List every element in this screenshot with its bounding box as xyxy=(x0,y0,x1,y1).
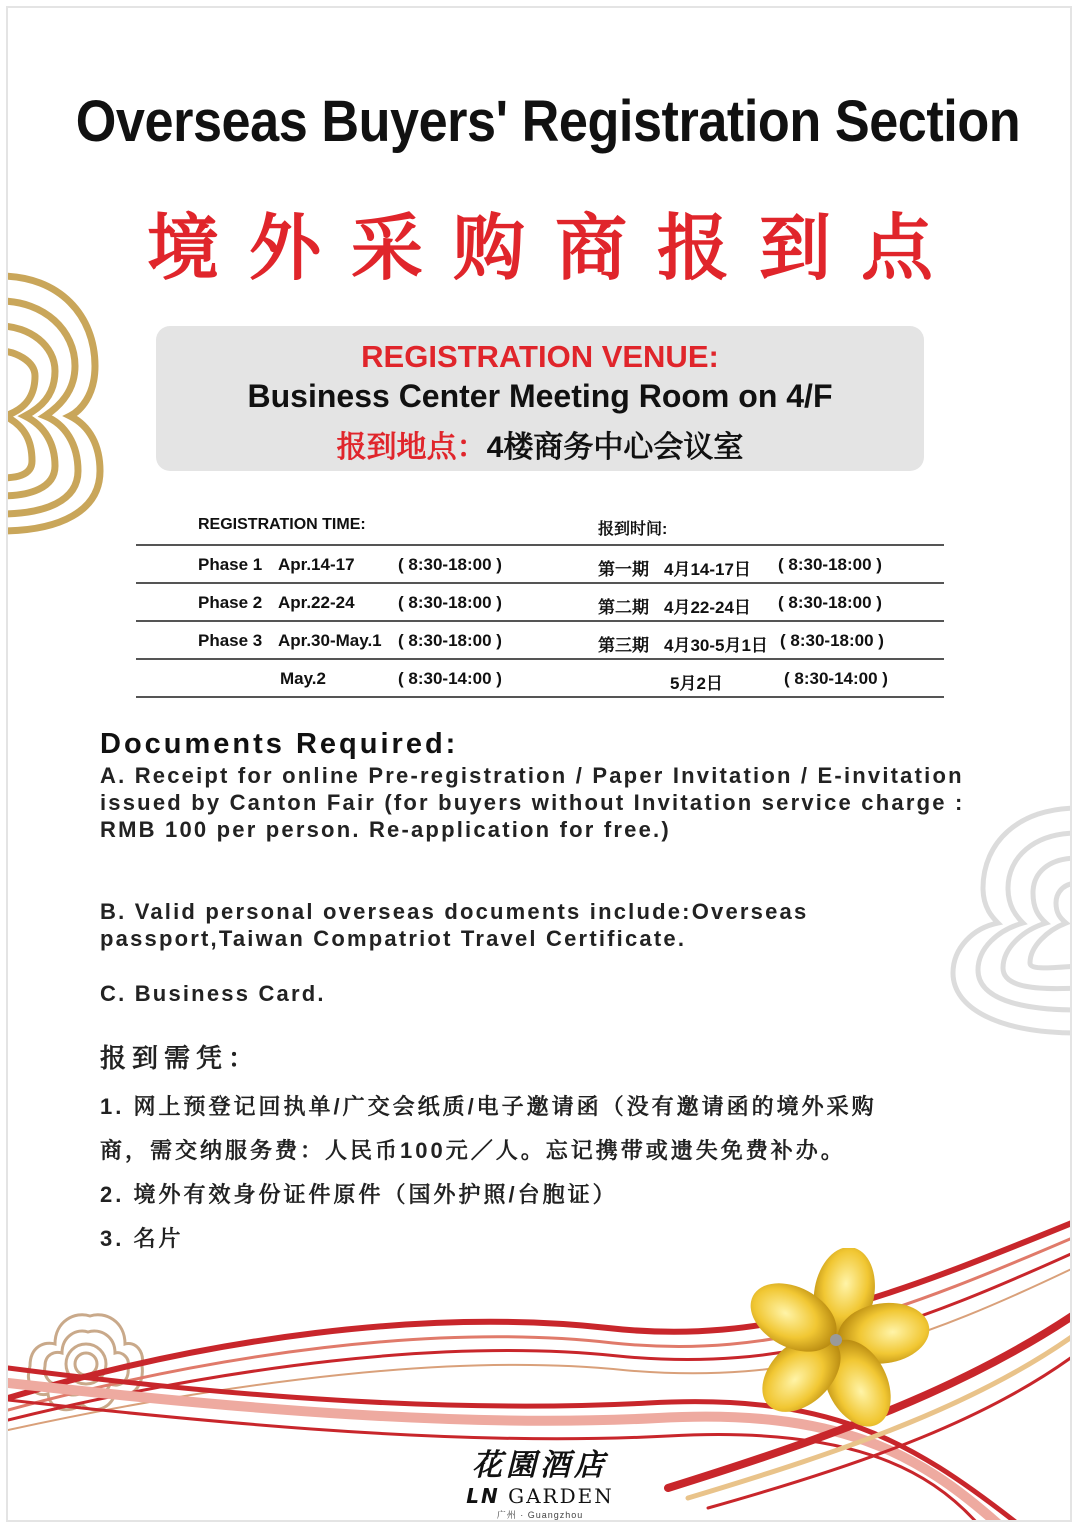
document-item-c: C. Business Card. xyxy=(100,981,326,1006)
time-cell: ( 8:30-18:00 ) xyxy=(398,593,502,612)
documents-title-chinese: 报到需凭： xyxy=(100,1043,261,1073)
schedule-header xyxy=(136,512,944,544)
phase-cell-chinese: 第一期 xyxy=(598,560,649,579)
venue-label-chinese: 报到地点： xyxy=(336,431,487,464)
document-item-b: B. Valid personal overseas documents include:Overseas passport,Taiwan Compatriot Travel Certificate. xyxy=(100,899,809,951)
time-cell: ( 8:30-18:00 ) xyxy=(398,631,502,650)
time-cell-chinese: ( 8:30-18:00 ) xyxy=(780,631,884,650)
document-item-1-line-1: 1. 网上预登记回执单/广交会纸质/电子邀请函（没有邀请函的境外采购 xyxy=(100,1094,877,1119)
gold-cloud-ornament-left xyxy=(6,266,110,536)
title-english: Overseas Buyers' Registration Section xyxy=(75,89,1021,154)
date-cell: Apr.22-24 xyxy=(278,593,355,612)
date-cell-chinese: 4月22-24日 xyxy=(664,598,751,617)
logo-location: 广州 · Guangzhou xyxy=(496,1510,584,1520)
documents-title: Documents Required: xyxy=(100,728,459,760)
time-cell-chinese: ( 8:30-14:00 ) xyxy=(784,669,888,688)
time-cell-chinese: ( 8:30-18:00 ) xyxy=(778,555,882,574)
logo-mark: LN xyxy=(466,1484,500,1508)
document-item-1-line-2: 商，需交纳服务费：人民币100元／人。忘记携带或遗失免费补办。 xyxy=(100,1138,846,1163)
table-row xyxy=(136,582,944,620)
venue-place-chinese: 4楼商务中心会议室 xyxy=(486,431,744,464)
schedule-header-english: REGISTRATION TIME: xyxy=(198,516,366,533)
logo-name-chinese: 花園酒店 xyxy=(472,1448,608,1483)
time-cell-chinese: ( 8:30-18:00 ) xyxy=(778,593,882,612)
logo-garden: GARDEN xyxy=(508,1484,614,1508)
hotel-logo xyxy=(440,1440,640,1521)
date-cell: May.2 xyxy=(280,669,326,688)
phase-cell: Phase 3 xyxy=(198,631,263,650)
document-item-3: 3. 名片 xyxy=(100,1226,184,1251)
date-cell: Apr.30-May.1 xyxy=(278,631,382,650)
table-row xyxy=(136,620,944,658)
document-item-a: A. Receipt for online Pre-registration / Paper Invitation / E-invitation issued by Canton Fair (for buyers without Invitation service charge : RMB 100 per person. Re-application for free.) xyxy=(100,763,965,842)
logo-name-english xyxy=(440,1484,640,1508)
time-cell: ( 8:30-14:00 ) xyxy=(398,669,502,688)
gold-flower-decoration xyxy=(726,1248,946,1428)
phase-cell-chinese: 第三期 xyxy=(598,636,649,655)
document-item-2: 2. 境外有效身份证件原件（国外护照/台胞证） xyxy=(100,1182,618,1207)
phase-cell-chinese: 第二期 xyxy=(598,598,649,617)
phase-cell: Phase 2 xyxy=(198,593,263,612)
venue-box xyxy=(156,326,924,471)
schedule-header-chinese: 报到时间: xyxy=(598,521,668,538)
table-row xyxy=(136,658,944,698)
date-cell: Apr.14-17 xyxy=(278,555,355,574)
registration-schedule-table xyxy=(136,512,944,698)
venue-chinese xyxy=(156,422,924,466)
date-cell-chinese: 4月30-5月1日 xyxy=(664,636,768,655)
date-cell-chinese: 4月14-17日 xyxy=(664,560,751,579)
phase-cell: Phase 1 xyxy=(198,555,263,574)
documents-required-english xyxy=(100,728,1000,1006)
title-chinese: 境外采购商报到点 xyxy=(146,206,963,290)
venue-label: REGISTRATION VENUE: xyxy=(361,339,719,374)
date-cell-chinese: 5月2日 xyxy=(670,674,723,693)
table-row xyxy=(136,544,944,582)
venue-place-english: Business Center Meeting Room on 4/F xyxy=(247,378,833,414)
time-cell: ( 8:30-18:00 ) xyxy=(398,555,502,574)
